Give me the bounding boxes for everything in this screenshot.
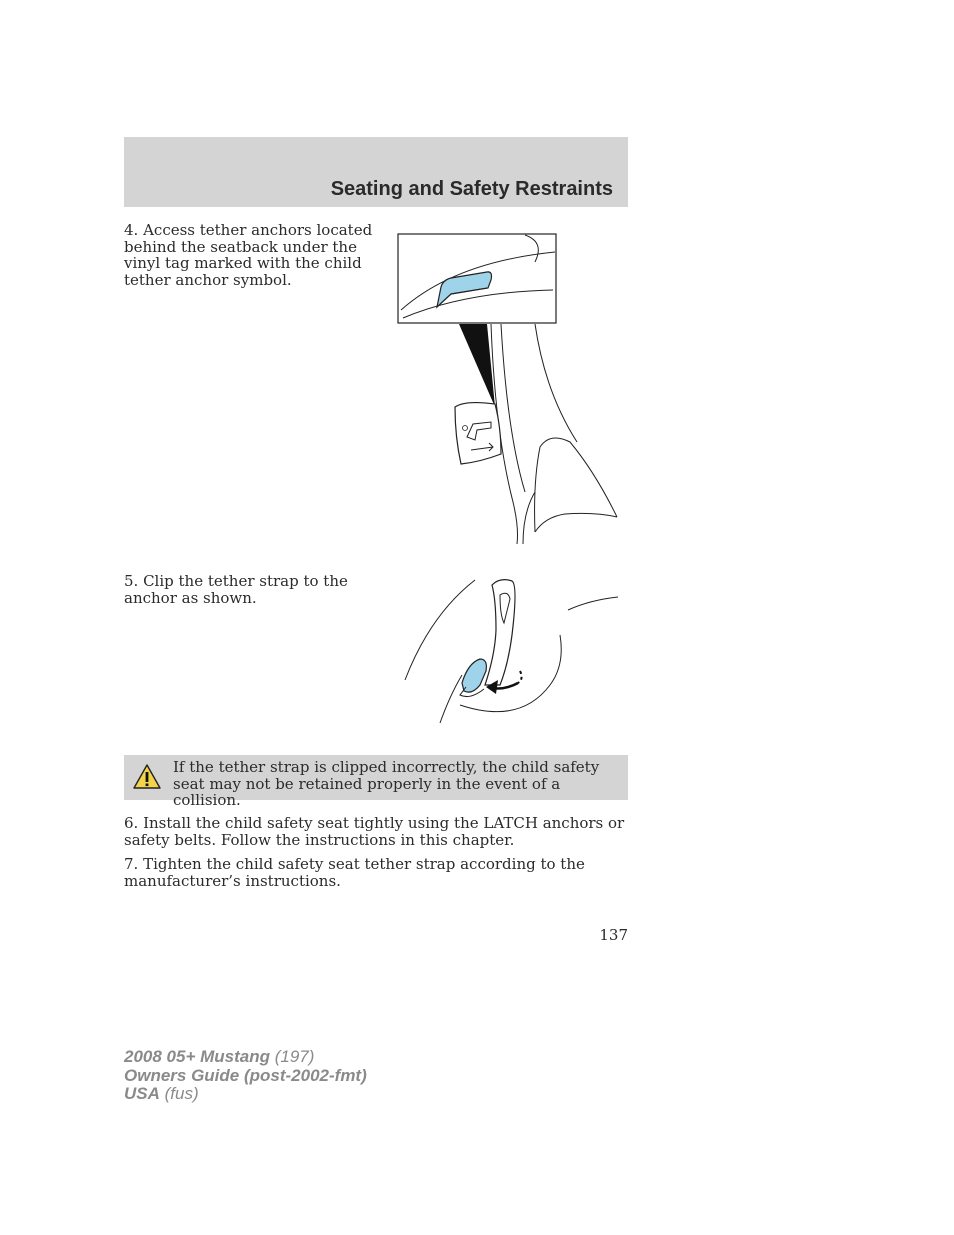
- tether-clip-illustration: [400, 575, 622, 725]
- page-number: 137: [599, 926, 628, 944]
- warning-text: If the tether strap is clipped incorrectly, the child safety seat may not be retained properly in the event of a collision.: [173, 758, 600, 809]
- warning-triangle-icon: [132, 763, 162, 790]
- step-7-text: 7. Tighten the child safety seat tether strap according to the manufacturer’s instructions.: [124, 855, 585, 890]
- step-5-text: 5. Clip the tether strap to the anchor as shown.: [124, 572, 348, 607]
- footer-line-3: USA (fus): [124, 1084, 199, 1103]
- step-6-text: 6. Install the child safety seat tightly using the LATCH anchors or safety belts. Follow the instructions in this chapter.: [124, 814, 625, 849]
- warning-box: [124, 755, 628, 809]
- section-header-band: [124, 137, 628, 207]
- tether-anchor-location-illustration: [395, 232, 620, 547]
- step-4-text: 4. Access tether anchors located behind the seatback under the vinyl tag marked with the child tether anchor symbol.: [124, 221, 373, 289]
- document-footer: [124, 1048, 367, 1104]
- footer-line-2: Owners Guide (post-2002-fmt): [124, 1065, 367, 1085]
- section-title: Seating and Safety Restraints: [330, 178, 613, 200]
- footer-line-1: 2008 05+ Mustang (197): [124, 1047, 315, 1066]
